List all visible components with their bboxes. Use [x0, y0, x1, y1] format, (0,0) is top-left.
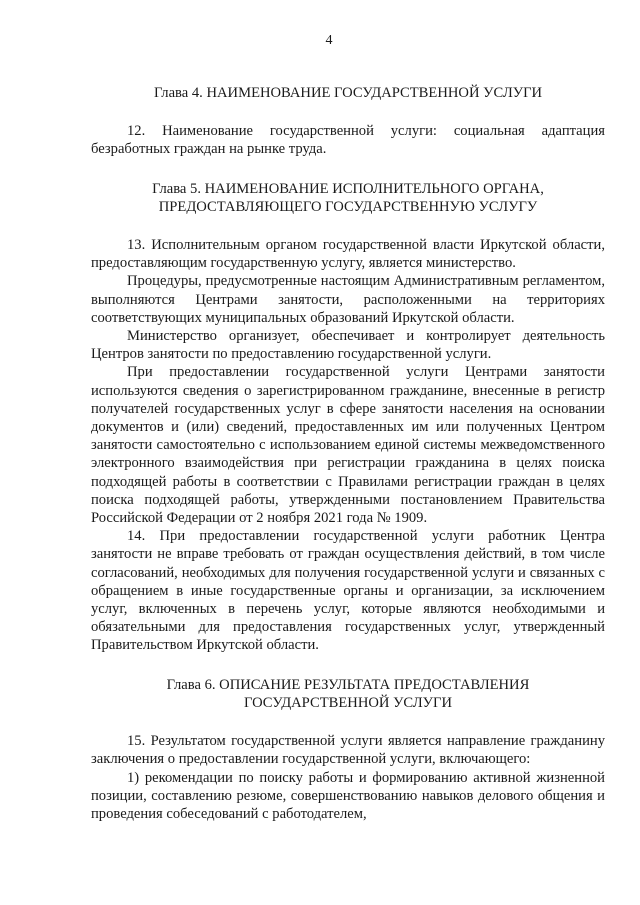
paragraph-13-procedures: Процедуры, предусмотренные настоящим Административным регламентом, выполняются Центрами занятости, расположенными на территориях соответствующих муниципальных образований Иркутской области. — [91, 273, 605, 326]
chapter-6-heading-line-2: ГОСУДАРСТВЕННОЙ УСЛУГИ — [244, 694, 452, 711]
paragraph-15-item-1: 1) рекомендации по поиску работы и формированию активной жизненной позиции, составлению резюме, совершенствованию навыков делового общения и проведения собеседований с работодателем, — [91, 769, 605, 822]
paragraph-12: 12. Наименование государственной услуги: социальная адаптация безработных граждан на рынке труда. — [91, 123, 605, 158]
chapter-6-heading-line-1: Глава 6. ОПИСАНИЕ РЕЗУЛЬТАТА ПРЕДОСТАВЛЕНИЯ — [166, 676, 530, 693]
paragraph-14: 14. При предоставлении государственной услуги работник Центра занятости не вправе требовать от граждан осуществления действий, в том числе согласований, необходимых для получения государственной услуги и связанных с обращением в иные государственные органы и организации, за исключением услуг, включенных в перечень услуг, которые являются необходимыми и обязательными для предоставления государственных услуг, утвержденный Правительством Иркутской области. — [91, 528, 605, 654]
chapter-6-heading — [91, 676, 605, 712]
paragraph-13-ministry: Министерство организует, обеспечивает и контролирует деятельность Центров занятости по предоставлению государственной услуги. — [91, 328, 605, 363]
document-body — [91, 84, 605, 823]
paragraph-13: 13. Исполнительным органом государственной власти Иркутской области, предоставляющим государственную услугу, является министерство. — [91, 237, 605, 272]
paragraph-13-information: При предоставлении государственной услуги Центрами занятости используются сведения о зарегистрированном гражданине, внесенные в регистр получателей государственных услуг в сфере занятости населения на основании документов и (или) сведений, предоставленных им или полученных Центром занятости самостоятельно с использованием единой системы межведомственного электронного взаимодействия при регистрации гражданина в целях поиска подходящей работы в соответствии с Правилами регистрации граждан в целях поиска подходящей работы, утвержденными постановлением Правительства Российской Федерации от 2 ноября 2021 года № 1909. — [91, 364, 605, 527]
chapter-5-heading-line-2: ПРЕДОСТАВЛЯЮЩЕГО ГОСУДАРСТВЕННУЮ УСЛУГУ — [158, 198, 538, 215]
chapter-5-heading — [91, 180, 605, 216]
chapter-4-heading: Глава 4. НАИМЕНОВАНИЕ ГОСУДАРСТВЕННОЙ УСЛУГИ — [153, 85, 543, 101]
paragraph-15: 15. Результатом государственной услуги является направление гражданину заключения о предоставлении государственной услуги, включающего: — [91, 733, 605, 768]
chapter-5-heading-line-1: Глава 5. НАИМЕНОВАНИЕ ИСПОЛНИТЕЛЬНОГО ОРГАНА, — [152, 180, 544, 197]
page-number: 4 — [325, 33, 333, 48]
